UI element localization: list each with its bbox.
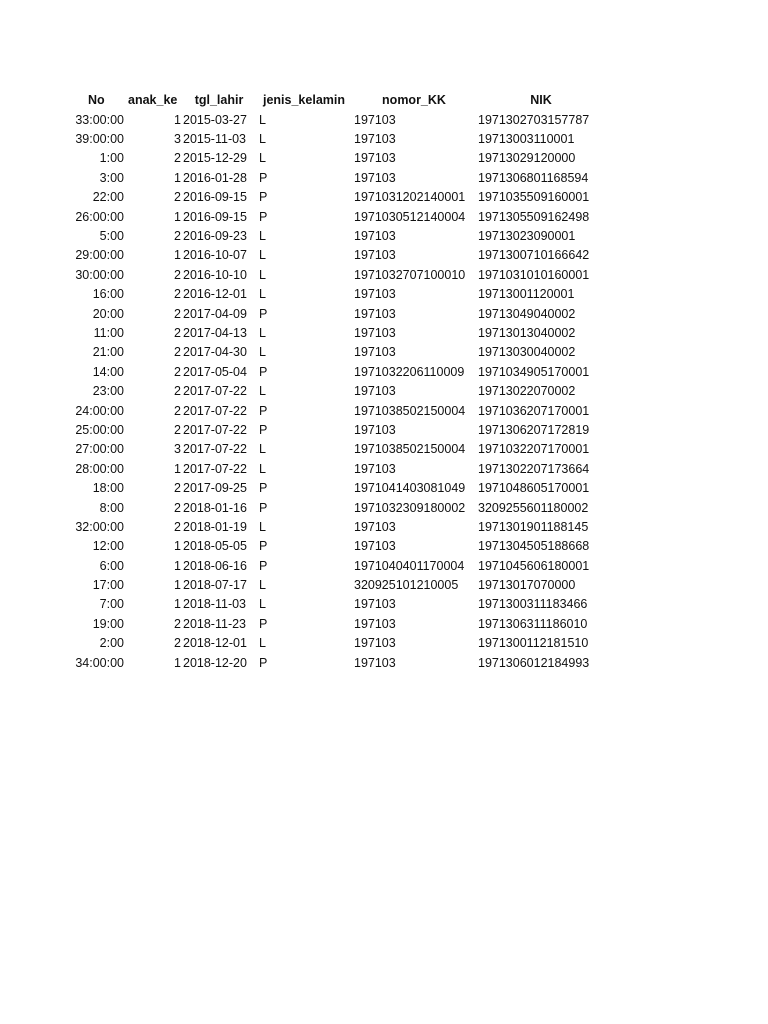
- table-row: [0, 556, 606, 575]
- row-nik: 1971031010160001: [478, 267, 590, 282]
- row-nik: 1971034905170001: [478, 364, 590, 379]
- header-nomor-kk: nomor_KK: [382, 93, 446, 107]
- row-no: 27:00:00: [75, 442, 124, 457]
- row-no: 17:00: [92, 578, 124, 593]
- row-anak-ke: 2: [174, 636, 181, 651]
- row-tgl-lahir: 2017-07-22: [183, 422, 247, 437]
- row-no: 5:00: [99, 229, 124, 244]
- table-row: [0, 207, 606, 226]
- table-row: [0, 343, 606, 362]
- table-row: [0, 420, 606, 439]
- row-no: 7:00: [99, 597, 124, 612]
- row-jenis-kelamin: P: [259, 500, 268, 515]
- table-row: [0, 149, 606, 168]
- row-nomor-kk: 1971032707100010: [354, 267, 466, 282]
- row-nik: 1971301901188145: [478, 519, 589, 534]
- row-nik: 1971032207170001: [478, 442, 590, 457]
- table-row: [0, 498, 606, 517]
- table-row: [0, 575, 606, 594]
- row-jenis-kelamin: L: [259, 132, 266, 147]
- row-anak-ke: 1: [174, 112, 181, 127]
- row-anak-ke: 2: [174, 422, 181, 437]
- row-nomor-kk: 1971040401170004: [354, 558, 465, 573]
- row-jenis-kelamin: L: [259, 267, 266, 282]
- row-anak-ke: 2: [174, 151, 181, 166]
- table-row: [0, 226, 606, 245]
- spreadsheet-page: [0, 90, 768, 672]
- row-anak-ke: 2: [174, 287, 181, 302]
- row-anak-ke: 2: [174, 345, 181, 360]
- row-nomor-kk: 197103: [354, 287, 396, 302]
- row-anak-ke: 2: [174, 364, 181, 379]
- table-row: [0, 323, 606, 342]
- row-jenis-kelamin: L: [259, 461, 266, 476]
- row-no: 1:00: [99, 151, 124, 166]
- row-anak-ke: 2: [174, 229, 181, 244]
- row-nomor-kk: 197103: [354, 248, 396, 263]
- row-nomor-kk: 1971030512140004: [354, 209, 466, 224]
- table-row: [0, 478, 606, 497]
- row-no: 30:00:00: [75, 267, 124, 282]
- row-jenis-kelamin: L: [259, 636, 266, 651]
- table-row: [0, 304, 606, 323]
- row-nomor-kk: 197103: [354, 539, 396, 554]
- row-nomor-kk: 197103: [354, 345, 396, 360]
- table-row: [0, 537, 606, 556]
- row-jenis-kelamin: L: [259, 384, 266, 399]
- row-nik: 1971300710166642: [478, 248, 590, 263]
- row-anak-ke: 1: [174, 655, 181, 670]
- row-tgl-lahir: 2015-12-29: [183, 151, 247, 166]
- row-nik: 1971045606180001: [478, 558, 590, 573]
- row-tgl-lahir: 2018-01-19: [183, 519, 247, 534]
- row-jenis-kelamin: P: [259, 403, 268, 418]
- row-nomor-kk: 197103: [354, 636, 396, 651]
- row-jenis-kelamin: P: [259, 422, 268, 437]
- row-tgl-lahir: 2016-09-15: [183, 209, 247, 224]
- row-tgl-lahir: 2018-11-23: [183, 616, 247, 631]
- row-tgl-lahir: 2018-06-16: [183, 558, 247, 573]
- row-nik: 19713003110001: [478, 132, 575, 147]
- row-nik: 1971306207172819: [478, 422, 590, 437]
- row-nik: 19713029120000: [478, 151, 576, 166]
- row-anak-ke: 1: [174, 209, 181, 224]
- row-no: 33:00:00: [75, 112, 124, 127]
- row-anak-ke: 1: [174, 558, 181, 573]
- row-nik: 1971048605170001: [478, 481, 590, 496]
- row-jenis-kelamin: P: [259, 655, 268, 670]
- row-tgl-lahir: 2015-03-27: [183, 112, 247, 127]
- row-nik: 1971036207170001: [478, 403, 590, 418]
- row-tgl-lahir: 2017-07-22: [183, 442, 247, 457]
- row-tgl-lahir: 2017-04-30: [183, 345, 247, 360]
- row-nik: 19713023090001: [478, 229, 576, 244]
- row-anak-ke: 2: [174, 481, 181, 496]
- table-row: [0, 517, 606, 536]
- header-tgl-lahir: tgl_lahir: [194, 93, 244, 107]
- row-nomor-kk: 1971041403081049: [354, 481, 466, 496]
- row-tgl-lahir: 2016-01-28: [183, 170, 247, 185]
- table-row: [0, 362, 606, 381]
- row-nik: 1971300311183466: [478, 597, 588, 612]
- row-nik: 19713017070000: [478, 578, 576, 593]
- row-anak-ke: 2: [174, 306, 181, 321]
- row-no: 26:00:00: [75, 209, 124, 224]
- row-anak-ke: 3: [174, 442, 181, 457]
- row-no: 22:00: [92, 190, 124, 205]
- row-jenis-kelamin: L: [259, 112, 266, 127]
- row-tgl-lahir: 2017-07-22: [183, 403, 247, 418]
- row-nomor-kk: 197103: [354, 112, 396, 127]
- row-jenis-kelamin: L: [259, 229, 266, 244]
- row-tgl-lahir: 2016-09-23: [183, 229, 247, 244]
- row-no: 12:00: [92, 539, 124, 554]
- header-no: No: [88, 93, 105, 107]
- table-row: [0, 168, 606, 187]
- row-jenis-kelamin: L: [259, 597, 266, 612]
- row-no: 2:00: [99, 636, 124, 651]
- row-anak-ke: 2: [174, 267, 181, 282]
- row-nomor-kk: 197103: [354, 655, 396, 670]
- row-jenis-kelamin: L: [259, 442, 266, 457]
- row-jenis-kelamin: P: [259, 209, 268, 224]
- row-no: 3:00: [99, 170, 124, 185]
- row-nomor-kk: 197103: [354, 151, 396, 166]
- table-row: [0, 595, 606, 614]
- row-nik: 1971302703157787: [478, 112, 590, 127]
- row-anak-ke: 2: [174, 616, 181, 631]
- row-tgl-lahir: 2017-04-13: [183, 325, 247, 340]
- row-nomor-kk: 197103: [354, 597, 396, 612]
- row-jenis-kelamin: L: [259, 345, 266, 360]
- row-nomor-kk: 320925101210005: [354, 578, 459, 593]
- row-no: 19:00: [92, 616, 124, 631]
- row-tgl-lahir: 2017-05-04: [183, 364, 247, 379]
- row-no: 8:00: [99, 500, 124, 515]
- row-nomor-kk: 197103: [354, 170, 396, 185]
- row-tgl-lahir: 2018-11-03: [183, 597, 247, 612]
- row-no: 20:00: [92, 306, 124, 321]
- row-nik: 1971306012184993: [478, 655, 590, 670]
- row-anak-ke: 2: [174, 403, 181, 418]
- row-no: 14:00: [92, 364, 124, 379]
- row-tgl-lahir: 2016-10-10: [183, 267, 247, 282]
- row-tgl-lahir: 2018-12-01: [183, 636, 247, 651]
- row-anak-ke: 2: [174, 384, 181, 399]
- row-jenis-kelamin: L: [259, 325, 266, 340]
- row-anak-ke: 3: [174, 132, 181, 147]
- row-no: 25:00:00: [75, 422, 124, 437]
- row-nomor-kk: 197103: [354, 306, 396, 321]
- row-jenis-kelamin: L: [259, 578, 266, 593]
- row-no: 6:00: [99, 558, 124, 573]
- row-nik: 19713013040002: [478, 325, 576, 340]
- row-jenis-kelamin: L: [259, 519, 266, 534]
- row-no: 18:00: [92, 481, 124, 496]
- row-no: 21:00: [92, 345, 124, 360]
- row-anak-ke: 1: [174, 597, 181, 612]
- row-nomor-kk: 197103: [354, 132, 396, 147]
- row-nik: 1971300112181510: [478, 636, 589, 651]
- table-row: [0, 188, 606, 207]
- table-row: [0, 129, 606, 148]
- table-row: [0, 381, 606, 400]
- table-header: [0, 90, 606, 110]
- row-tgl-lahir: 2017-07-22: [183, 461, 247, 476]
- row-jenis-kelamin: P: [259, 558, 268, 573]
- row-tgl-lahir: 2018-12-20: [183, 655, 247, 670]
- row-tgl-lahir: 2017-07-22: [183, 384, 247, 399]
- row-anak-ke: 1: [174, 578, 181, 593]
- row-nik: 3209255601180002: [478, 500, 589, 515]
- header-nik: NIK: [530, 93, 552, 107]
- row-nik: 1971305509162498: [478, 209, 590, 224]
- row-nik: 1971306311186010: [478, 616, 588, 631]
- row-jenis-kelamin: P: [259, 481, 268, 496]
- row-nik: 19713001120001: [478, 287, 575, 302]
- row-tgl-lahir: 2017-09-25: [183, 481, 247, 496]
- table-row: [0, 401, 606, 420]
- table-row: [0, 265, 606, 284]
- row-nik: 19713049040002: [478, 306, 576, 321]
- row-anak-ke: 1: [174, 248, 181, 263]
- row-nik: 1971302207173664: [478, 461, 590, 476]
- row-no: 24:00:00: [75, 403, 124, 418]
- row-nomor-kk: 1971038502150004: [354, 403, 466, 418]
- table-row: [0, 285, 606, 304]
- row-tgl-lahir: 2016-12-01: [183, 287, 247, 302]
- row-jenis-kelamin: P: [259, 170, 268, 185]
- row-nomor-kk: 197103: [354, 422, 396, 437]
- row-nik: 1971035509160001: [478, 190, 590, 205]
- row-nik: 1971306801168594: [478, 170, 589, 185]
- data-table: [0, 90, 606, 672]
- row-nomor-kk: 1971038502150004: [354, 442, 466, 457]
- table-row: [0, 110, 606, 129]
- table-row: [0, 634, 606, 653]
- row-tgl-lahir: 2015-11-03: [183, 132, 247, 147]
- row-nomor-kk: 197103: [354, 384, 396, 399]
- row-nik: 1971304505188668: [478, 539, 590, 554]
- row-jenis-kelamin: P: [259, 616, 268, 631]
- row-jenis-kelamin: L: [259, 151, 266, 166]
- row-no: 39:00:00: [75, 132, 124, 147]
- row-nik: 19713030040002: [478, 345, 576, 360]
- row-jenis-kelamin: L: [259, 248, 266, 263]
- row-jenis-kelamin: P: [259, 306, 268, 321]
- row-nomor-kk: 197103: [354, 461, 396, 476]
- row-no: 11:00: [93, 325, 124, 340]
- row-anak-ke: 2: [174, 500, 181, 515]
- row-jenis-kelamin: L: [259, 287, 266, 302]
- header-jenis-kelamin: jenis_kelamin: [263, 93, 345, 107]
- row-anak-ke: 1: [174, 539, 181, 554]
- table-body: [0, 110, 606, 672]
- table-row: [0, 246, 606, 265]
- row-anak-ke: 2: [174, 190, 181, 205]
- row-tgl-lahir: 2018-01-16: [183, 500, 247, 515]
- row-nomor-kk: 1971031202140001: [354, 190, 466, 205]
- row-nomor-kk: 1971032206110009: [354, 364, 465, 379]
- row-anak-ke: 1: [174, 461, 181, 476]
- row-nomor-kk: 197103: [354, 325, 396, 340]
- row-tgl-lahir: 2018-05-05: [183, 539, 247, 554]
- row-tgl-lahir: 2016-09-15: [183, 190, 247, 205]
- header-row: [0, 90, 606, 110]
- row-nomor-kk: 197103: [354, 519, 396, 534]
- row-no: 23:00: [92, 384, 124, 399]
- row-no: 34:00:00: [75, 655, 124, 670]
- row-jenis-kelamin: P: [259, 190, 268, 205]
- row-no: 16:00: [92, 287, 124, 302]
- row-anak-ke: 2: [174, 325, 181, 340]
- header-anak-ke: anak_ke: [128, 93, 178, 107]
- row-nomor-kk: 1971032309180002: [354, 500, 466, 515]
- row-no: 29:00:00: [75, 248, 124, 263]
- row-no: 28:00:00: [75, 461, 124, 476]
- row-jenis-kelamin: P: [259, 364, 268, 379]
- table-row: [0, 440, 606, 459]
- row-anak-ke: 1: [174, 170, 181, 185]
- row-jenis-kelamin: P: [259, 539, 268, 554]
- table-row: [0, 614, 606, 633]
- table-row: [0, 653, 606, 672]
- row-no: 32:00:00: [75, 519, 124, 534]
- row-tgl-lahir: 2018-07-17: [183, 578, 247, 593]
- row-nik: 19713022070002: [478, 384, 576, 399]
- row-anak-ke: 2: [174, 519, 181, 534]
- row-tgl-lahir: 2016-10-07: [183, 248, 247, 263]
- table-row: [0, 459, 606, 478]
- row-nomor-kk: 197103: [354, 616, 396, 631]
- row-nomor-kk: 197103: [354, 229, 396, 244]
- row-tgl-lahir: 2017-04-09: [183, 306, 247, 321]
